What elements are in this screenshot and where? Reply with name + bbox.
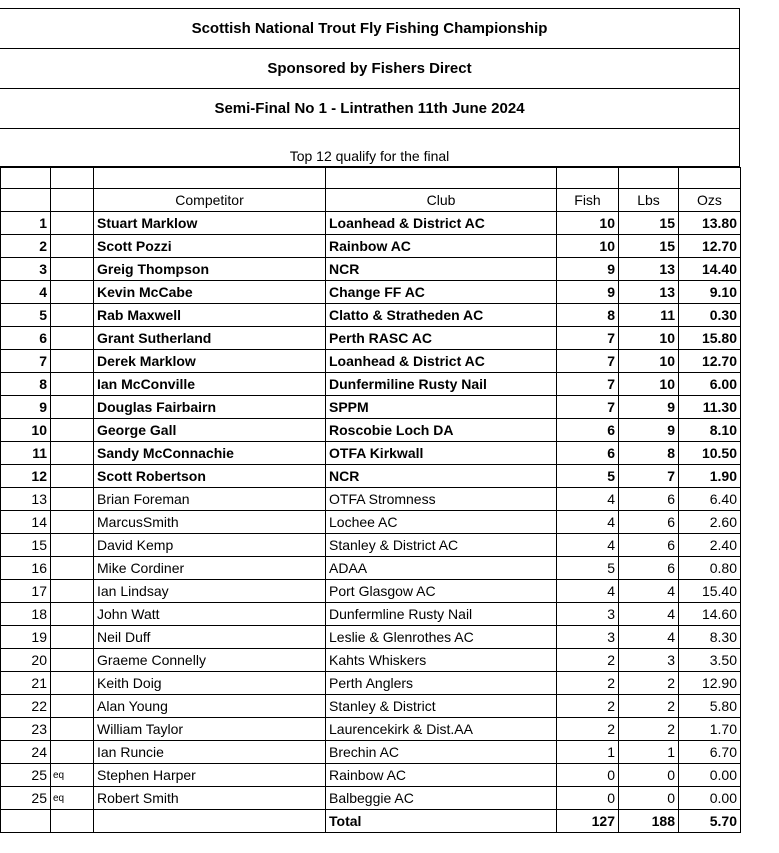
tie-marker bbox=[51, 626, 94, 649]
fish-count: 4 bbox=[557, 580, 619, 603]
table-row bbox=[1, 212, 741, 235]
table-row bbox=[1, 235, 741, 258]
fish-count: 7 bbox=[557, 373, 619, 396]
table-row bbox=[1, 672, 741, 695]
competitor-name: Robert Smith bbox=[94, 787, 326, 810]
total-ozs: 5.70 bbox=[679, 810, 741, 833]
competitor-name: Stephen Harper bbox=[94, 764, 326, 787]
competitor-name: MarcusSmith bbox=[94, 511, 326, 534]
lbs-weight: 4 bbox=[619, 580, 679, 603]
club-name: Rainbow AC bbox=[326, 235, 557, 258]
competitor-name: Douglas Fairbairn bbox=[94, 396, 326, 419]
tie-marker bbox=[51, 580, 94, 603]
tie-marker: eq bbox=[51, 787, 94, 810]
fish-count: 4 bbox=[557, 534, 619, 557]
lbs-header: Lbs bbox=[619, 189, 679, 212]
fish-count: 3 bbox=[557, 626, 619, 649]
club-name: SPPM bbox=[326, 396, 557, 419]
position-cell: 24 bbox=[1, 741, 51, 764]
tie-marker bbox=[51, 373, 94, 396]
fish-count: 7 bbox=[557, 396, 619, 419]
ozs-weight: 10.50 bbox=[679, 442, 741, 465]
position-cell: 18 bbox=[1, 603, 51, 626]
column-header-row bbox=[1, 189, 741, 212]
fish-count: 4 bbox=[557, 511, 619, 534]
table-row bbox=[1, 787, 741, 810]
lbs-weight: 4 bbox=[619, 603, 679, 626]
club-name: Dunfermiline Rusty Nail bbox=[326, 373, 557, 396]
tie-marker bbox=[51, 350, 94, 373]
club-name: Change FF AC bbox=[326, 281, 557, 304]
table-row bbox=[1, 603, 741, 626]
position-cell: 22 bbox=[1, 695, 51, 718]
lbs-weight: 8 bbox=[619, 442, 679, 465]
club-name: Rainbow AC bbox=[326, 764, 557, 787]
competitor-name: Graeme Connelly bbox=[94, 649, 326, 672]
club-name: Loanhead & District AC bbox=[326, 212, 557, 235]
lbs-weight: 9 bbox=[619, 396, 679, 419]
club-header: Club bbox=[326, 189, 557, 212]
fish-count: 6 bbox=[557, 419, 619, 442]
ozs-weight: 0.00 bbox=[679, 787, 741, 810]
lbs-weight: 2 bbox=[619, 672, 679, 695]
fish-count: 10 bbox=[557, 212, 619, 235]
event-line: Semi-Final No 1 - Lintrathen 11th June 2024 bbox=[0, 89, 740, 129]
tie-marker bbox=[51, 212, 94, 235]
fish-count: 0 bbox=[557, 764, 619, 787]
position-cell: 2 bbox=[1, 235, 51, 258]
position-cell: 25 bbox=[1, 764, 51, 787]
table-row bbox=[1, 327, 741, 350]
totals-label: Total bbox=[326, 810, 557, 833]
table-row bbox=[1, 258, 741, 281]
ozs-weight: 14.40 bbox=[679, 258, 741, 281]
tie-marker bbox=[51, 281, 94, 304]
ozs-weight: 6.00 bbox=[679, 373, 741, 396]
tie-marker bbox=[51, 649, 94, 672]
ozs-weight: 1.90 bbox=[679, 465, 741, 488]
lbs-weight: 6 bbox=[619, 488, 679, 511]
club-name: Laurencekirk & Dist.AA bbox=[326, 718, 557, 741]
table-row bbox=[1, 396, 741, 419]
club-name: Balbeggie AC bbox=[326, 787, 557, 810]
tie-marker bbox=[51, 488, 94, 511]
position-cell: 14 bbox=[1, 511, 51, 534]
competitor-name: Scott Robertson bbox=[94, 465, 326, 488]
ozs-weight: 13.80 bbox=[679, 212, 741, 235]
tie-marker bbox=[51, 718, 94, 741]
competitor-name: Kevin McCabe bbox=[94, 281, 326, 304]
club-name: Brechin AC bbox=[326, 741, 557, 764]
competitor-name: Ian Runcie bbox=[94, 741, 326, 764]
lbs-weight: 6 bbox=[619, 557, 679, 580]
lbs-weight: 6 bbox=[619, 511, 679, 534]
lbs-weight: 1 bbox=[619, 741, 679, 764]
position-cell: 8 bbox=[1, 373, 51, 396]
tie-marker bbox=[51, 741, 94, 764]
club-name: Perth RASC AC bbox=[326, 327, 557, 350]
table-row bbox=[1, 557, 741, 580]
table-row bbox=[1, 465, 741, 488]
competitor-name: Neil Duff bbox=[94, 626, 326, 649]
ozs-weight: 8.10 bbox=[679, 419, 741, 442]
club-name: Loanhead & District AC bbox=[326, 350, 557, 373]
ozs-weight: 12.90 bbox=[679, 672, 741, 695]
table-row bbox=[1, 350, 741, 373]
fish-count: 2 bbox=[557, 649, 619, 672]
lbs-weight: 11 bbox=[619, 304, 679, 327]
lbs-weight: 2 bbox=[619, 718, 679, 741]
lbs-weight: 15 bbox=[619, 212, 679, 235]
fish-count: 9 bbox=[557, 258, 619, 281]
ozs-weight: 9.10 bbox=[679, 281, 741, 304]
club-name: ADAA bbox=[326, 557, 557, 580]
position-cell: 20 bbox=[1, 649, 51, 672]
tie-marker bbox=[51, 258, 94, 281]
tie-marker: eq bbox=[51, 764, 94, 787]
competitor-name: Sandy McConnachie bbox=[94, 442, 326, 465]
competitor-name: Ian Lindsay bbox=[94, 580, 326, 603]
position-cell: 19 bbox=[1, 626, 51, 649]
position-cell: 3 bbox=[1, 258, 51, 281]
position-cell: 10 bbox=[1, 419, 51, 442]
fish-count: 8 bbox=[557, 304, 619, 327]
table-row bbox=[1, 373, 741, 396]
competitor-name: Keith Doig bbox=[94, 672, 326, 695]
total-fish: 127 bbox=[557, 810, 619, 833]
results-table bbox=[0, 167, 741, 833]
position-cell: 12 bbox=[1, 465, 51, 488]
club-name: NCR bbox=[326, 258, 557, 281]
table-row bbox=[1, 442, 741, 465]
lbs-weight: 10 bbox=[619, 373, 679, 396]
spacer-row bbox=[1, 168, 741, 189]
lbs-weight: 3 bbox=[619, 649, 679, 672]
competitor-name: George Gall bbox=[94, 419, 326, 442]
position-cell: 6 bbox=[1, 327, 51, 350]
lbs-weight: 4 bbox=[619, 626, 679, 649]
competitor-name: John Watt bbox=[94, 603, 326, 626]
fish-count: 5 bbox=[557, 557, 619, 580]
position-cell: 16 bbox=[1, 557, 51, 580]
sponsor-line: Sponsored by Fishers Direct bbox=[0, 49, 740, 89]
club-name: NCR bbox=[326, 465, 557, 488]
club-name: Port Glasgow AC bbox=[326, 580, 557, 603]
position-cell: 9 bbox=[1, 396, 51, 419]
ozs-weight: 0.80 bbox=[679, 557, 741, 580]
position-cell: 4 bbox=[1, 281, 51, 304]
ozs-weight: 12.70 bbox=[679, 350, 741, 373]
fish-count: 1 bbox=[557, 741, 619, 764]
fish-count: 7 bbox=[557, 350, 619, 373]
table-row bbox=[1, 511, 741, 534]
table-row bbox=[1, 281, 741, 304]
competitor-name: William Taylor bbox=[94, 718, 326, 741]
table-row bbox=[1, 488, 741, 511]
tie-marker bbox=[51, 557, 94, 580]
lbs-weight: 0 bbox=[619, 764, 679, 787]
competitor-name: Grant Sutherland bbox=[94, 327, 326, 350]
results-sheet bbox=[0, 8, 740, 833]
ozs-weight: 3.50 bbox=[679, 649, 741, 672]
tie-marker bbox=[51, 603, 94, 626]
lbs-weight: 13 bbox=[619, 281, 679, 304]
ozs-weight: 11.30 bbox=[679, 396, 741, 419]
position-cell: 17 bbox=[1, 580, 51, 603]
lbs-weight: 7 bbox=[619, 465, 679, 488]
tie-marker bbox=[51, 235, 94, 258]
qualification-note: Top 12 qualify for the final bbox=[0, 129, 740, 167]
ozs-weight: 5.80 bbox=[679, 695, 741, 718]
club-name: OTFA Stromness bbox=[326, 488, 557, 511]
position-cell: 23 bbox=[1, 718, 51, 741]
position-cell: 7 bbox=[1, 350, 51, 373]
ozs-weight: 0.00 bbox=[679, 764, 741, 787]
tie-marker bbox=[51, 534, 94, 557]
fish-count: 5 bbox=[557, 465, 619, 488]
ozs-weight: 14.60 bbox=[679, 603, 741, 626]
position-cell: 13 bbox=[1, 488, 51, 511]
table-row bbox=[1, 626, 741, 649]
table-row bbox=[1, 718, 741, 741]
championship-title: Scottish National Trout Fly Fishing Championship bbox=[0, 8, 740, 49]
tie-marker bbox=[51, 672, 94, 695]
position-cell: 5 bbox=[1, 304, 51, 327]
ozs-weight: 2.40 bbox=[679, 534, 741, 557]
competitor-name: Stuart Marklow bbox=[94, 212, 326, 235]
club-name: Stanley & District AC bbox=[326, 534, 557, 557]
table-row bbox=[1, 304, 741, 327]
lbs-weight: 2 bbox=[619, 695, 679, 718]
table-row bbox=[1, 534, 741, 557]
fish-count: 2 bbox=[557, 695, 619, 718]
fish-header: Fish bbox=[557, 189, 619, 212]
competitor-name: Mike Cordiner bbox=[94, 557, 326, 580]
competitor-name: Derek Marklow bbox=[94, 350, 326, 373]
tie-marker bbox=[51, 396, 94, 419]
table-row bbox=[1, 419, 741, 442]
total-lbs: 188 bbox=[619, 810, 679, 833]
table-row bbox=[1, 741, 741, 764]
competitor-name: Ian McConville bbox=[94, 373, 326, 396]
club-name: Roscobie Loch DA bbox=[326, 419, 557, 442]
tie-marker bbox=[51, 511, 94, 534]
position-cell: 15 bbox=[1, 534, 51, 557]
fish-count: 2 bbox=[557, 672, 619, 695]
competitor-name: Rab Maxwell bbox=[94, 304, 326, 327]
competitor-header: Competitor bbox=[94, 189, 326, 212]
position-cell: 25 bbox=[1, 787, 51, 810]
lbs-weight: 9 bbox=[619, 419, 679, 442]
lbs-weight: 15 bbox=[619, 235, 679, 258]
position-cell: 11 bbox=[1, 442, 51, 465]
club-name: Leslie & Glenrothes AC bbox=[326, 626, 557, 649]
ozs-weight: 6.70 bbox=[679, 741, 741, 764]
competitor-name: Greig Thompson bbox=[94, 258, 326, 281]
ozs-weight: 2.60 bbox=[679, 511, 741, 534]
ozs-weight: 6.40 bbox=[679, 488, 741, 511]
competitor-name: Alan Young bbox=[94, 695, 326, 718]
fish-count: 0 bbox=[557, 787, 619, 810]
ozs-header: Ozs bbox=[679, 189, 741, 212]
table-row bbox=[1, 649, 741, 672]
lbs-weight: 6 bbox=[619, 534, 679, 557]
fish-count: 10 bbox=[557, 235, 619, 258]
lbs-weight: 10 bbox=[619, 327, 679, 350]
tie-marker bbox=[51, 304, 94, 327]
club-name: Lochee AC bbox=[326, 511, 557, 534]
totals-row bbox=[1, 810, 741, 833]
tie-marker bbox=[51, 327, 94, 350]
table-row bbox=[1, 695, 741, 718]
position-cell: 21 bbox=[1, 672, 51, 695]
table-row bbox=[1, 764, 741, 787]
ozs-weight: 15.80 bbox=[679, 327, 741, 350]
fish-count: 7 bbox=[557, 327, 619, 350]
lbs-weight: 0 bbox=[619, 787, 679, 810]
tie-marker bbox=[51, 419, 94, 442]
competitor-name: Brian Foreman bbox=[94, 488, 326, 511]
competitor-name: Scott Pozzi bbox=[94, 235, 326, 258]
fish-count: 9 bbox=[557, 281, 619, 304]
club-name: Clatto & Stratheden AC bbox=[326, 304, 557, 327]
fish-count: 3 bbox=[557, 603, 619, 626]
position-cell: 1 bbox=[1, 212, 51, 235]
tie-marker bbox=[51, 442, 94, 465]
competitor-name: David Kemp bbox=[94, 534, 326, 557]
lbs-weight: 10 bbox=[619, 350, 679, 373]
ozs-weight: 12.70 bbox=[679, 235, 741, 258]
fish-count: 2 bbox=[557, 718, 619, 741]
fish-count: 6 bbox=[557, 442, 619, 465]
lbs-weight: 13 bbox=[619, 258, 679, 281]
club-name: OTFA Kirkwall bbox=[326, 442, 557, 465]
table-row bbox=[1, 580, 741, 603]
club-name: Stanley & District bbox=[326, 695, 557, 718]
club-name: Dunfermline Rusty Nail bbox=[326, 603, 557, 626]
ozs-weight: 15.40 bbox=[679, 580, 741, 603]
tie-marker bbox=[51, 695, 94, 718]
fish-count: 4 bbox=[557, 488, 619, 511]
ozs-weight: 1.70 bbox=[679, 718, 741, 741]
club-name: Perth Anglers bbox=[326, 672, 557, 695]
tie-marker bbox=[51, 465, 94, 488]
ozs-weight: 8.30 bbox=[679, 626, 741, 649]
club-name: Kahts Whiskers bbox=[326, 649, 557, 672]
ozs-weight: 0.30 bbox=[679, 304, 741, 327]
